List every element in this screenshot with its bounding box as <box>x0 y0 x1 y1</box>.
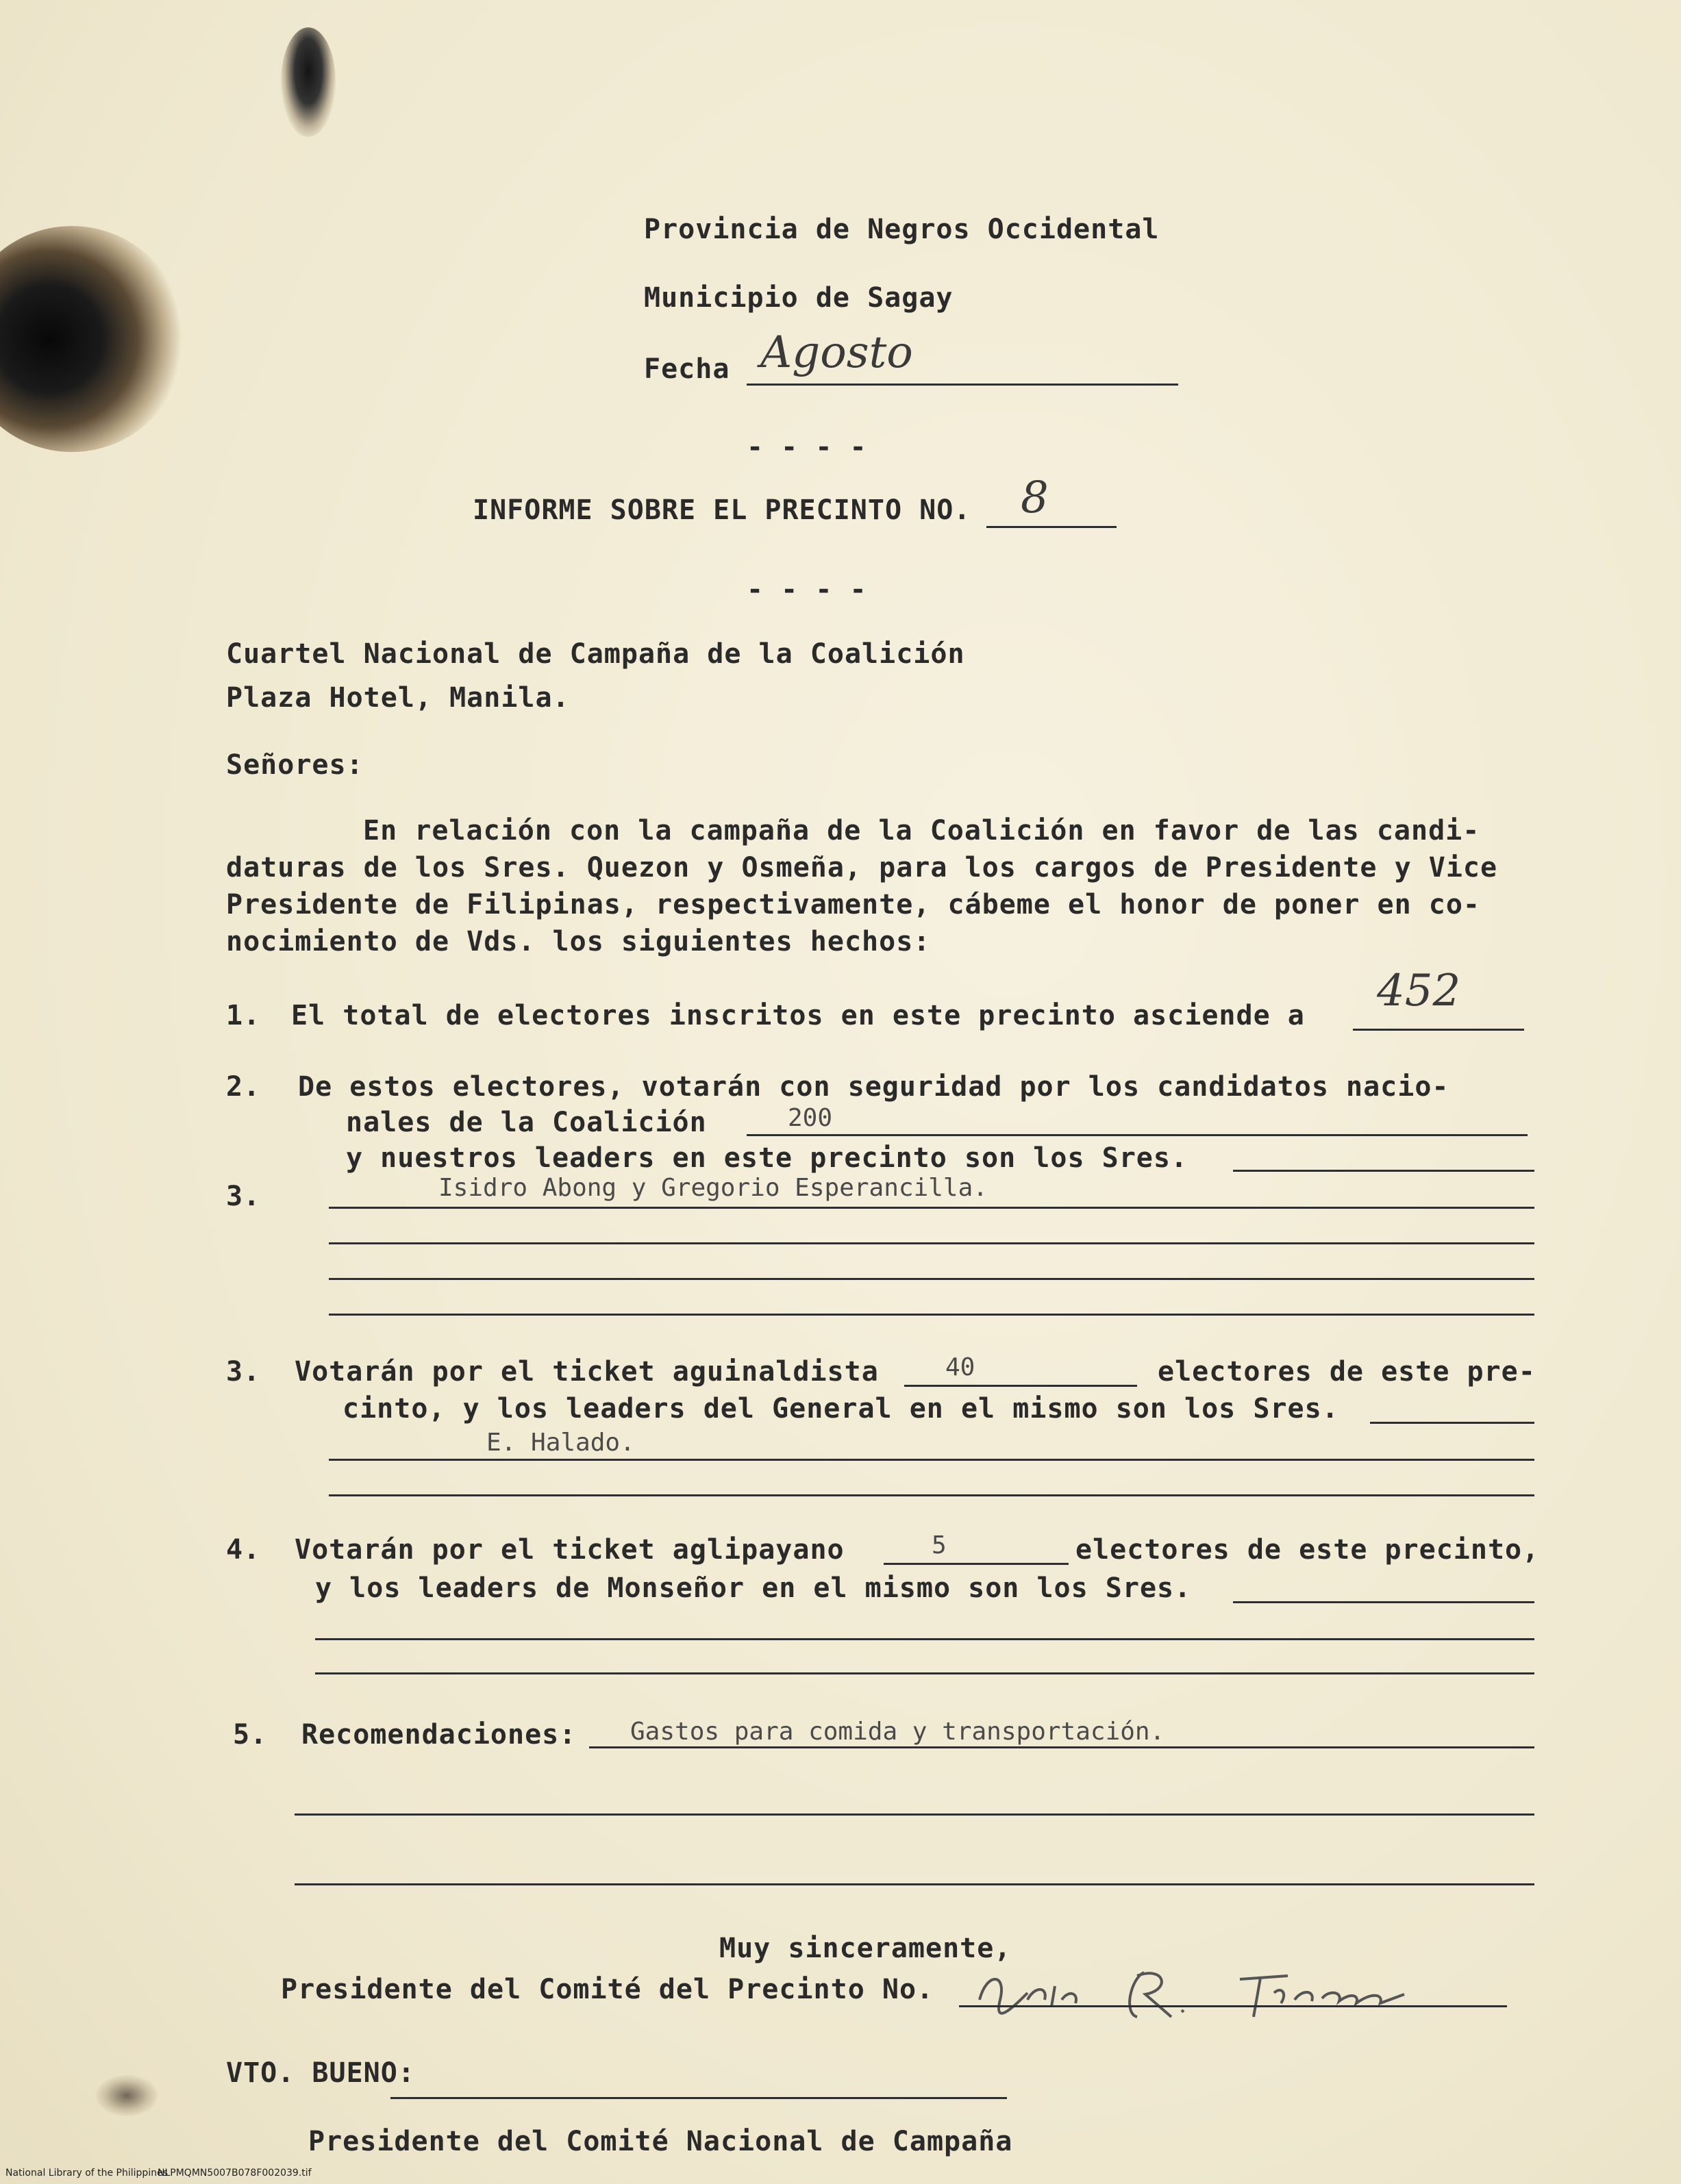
item-number: 2. <box>226 1071 261 1103</box>
item3-text: cinto, y los leaders del General en el mismo son los Sres. <box>343 1393 1339 1424</box>
item5-label: Recomendaciones: <box>301 1719 577 1750</box>
item4-text: electores de este precinto, <box>1075 1534 1540 1566</box>
writing-line <box>315 1672 1534 1674</box>
item2-leaders-underline <box>1233 1170 1534 1172</box>
writing-line <box>329 1242 1534 1244</box>
item5-recommendation-typed: Gastos para comida y transportación. <box>630 1718 1165 1746</box>
intro-line: nocimiento de Vds. los siguientes hechos: <box>226 926 931 957</box>
item4-underline <box>884 1563 1069 1565</box>
signer-title: Presidente del Comité del Precinto No. <box>281 1974 934 2005</box>
item1-total-handwritten: 452 <box>1377 966 1461 1016</box>
item-number: 3. <box>226 1181 261 1212</box>
footer-filename: NLPMQMN5007B078F002039.tif <box>158 2168 312 2179</box>
item2-leaders-typed: Isidro Abong y Gregorio Esperancilla. <box>438 1174 988 1202</box>
footer-library: National Library of the Philippines <box>5 2168 168 2179</box>
closing-sincerely: Muy sinceramente, <box>719 1933 1012 1964</box>
item4-text: y los leaders de Monseñor en el mismo son los Sres. <box>315 1572 1192 1604</box>
signature-line <box>959 2005 1507 2007</box>
burn-mark <box>281 27 336 137</box>
approval-label: VTO. BUENO: <box>226 2057 415 2089</box>
national-committee-title: Presidente del Comité Nacional de Campaña <box>308 2126 1013 2157</box>
report-title: INFORME SOBRE EL PRECINTO NO. <box>473 494 971 526</box>
item2-count-typed: 200 <box>788 1104 833 1132</box>
intro-line: Presidente de Filipinas, respectivamente, cábeme el honor de poner en co- <box>226 889 1480 920</box>
writing-line <box>329 1459 1534 1461</box>
addressee-line-2: Plaza Hotel, Manila. <box>226 682 570 714</box>
item3-count-typed: 40 <box>945 1353 975 1381</box>
item2-text: nales de la Coalición <box>346 1107 707 1138</box>
writing-line <box>315 1638 1534 1640</box>
precinct-underline <box>986 526 1117 528</box>
item2-underline <box>747 1134 1528 1136</box>
item4-leaders-underline <box>1233 1601 1534 1603</box>
handwritten-signature <box>966 1952 1514 2027</box>
intro-line: En relación con la campaña de la Coalición en favor de las candi- <box>363 815 1480 846</box>
item1-text: El total de electores inscritos en este precinto asciende a <box>291 1000 1305 1031</box>
date-handwritten: Agosto <box>760 327 913 378</box>
addressee-line-1: Cuartel Nacional de Campaña de la Coalición <box>226 638 965 670</box>
item-number: 4. <box>226 1534 261 1566</box>
stain-mark <box>96 2075 158 2116</box>
item5-underline <box>589 1746 1534 1748</box>
writing-line <box>295 1883 1534 1885</box>
item2-text: y nuestros leaders en este precinto son los Sres. <box>346 1142 1188 1174</box>
item-number: 1. <box>226 1000 261 1031</box>
item3-underline <box>904 1385 1137 1387</box>
separator-dashes: - - - - <box>747 431 867 463</box>
item2-text: De estos electores, votarán con seguridad por los candidatos nacio- <box>298 1071 1449 1103</box>
precinct-number-handwritten: 8 <box>1021 473 1049 523</box>
item3-leaders-underline <box>1370 1422 1534 1424</box>
writing-line <box>329 1207 1534 1209</box>
item-number: 3. <box>226 1356 261 1388</box>
writing-line <box>329 1314 1534 1316</box>
item-number: 5. <box>233 1719 268 1750</box>
item3-text: Votarán por el ticket aguinaldista <box>295 1356 879 1388</box>
date-underline <box>747 384 1178 386</box>
item4-text: Votarán por el ticket aglipayano <box>295 1534 845 1566</box>
intro-line: daturas de los Sres. Quezon y Osmeña, para los cargos de Presidente y Vice <box>226 852 1498 883</box>
item3-leaders-typed: E. Halado. <box>486 1429 635 1457</box>
municipality-heading: Municipio de Sagay <box>644 282 954 314</box>
writing-line <box>329 1278 1534 1280</box>
writing-line <box>329 1494 1534 1496</box>
item1-underline <box>1353 1029 1524 1031</box>
writing-line <box>295 1813 1534 1816</box>
approval-signature-line <box>390 2097 1007 2099</box>
burn-mark <box>0 226 185 452</box>
item4-count-typed: 5 <box>932 1531 947 1559</box>
date-label: Fecha <box>644 353 730 385</box>
province-heading: Provincia de Negros Occidental <box>644 214 1160 245</box>
item3-text: electores de este pre- <box>1158 1356 1536 1388</box>
separator-dashes: - - - - <box>747 574 867 605</box>
salutation: Señores: <box>226 749 364 781</box>
